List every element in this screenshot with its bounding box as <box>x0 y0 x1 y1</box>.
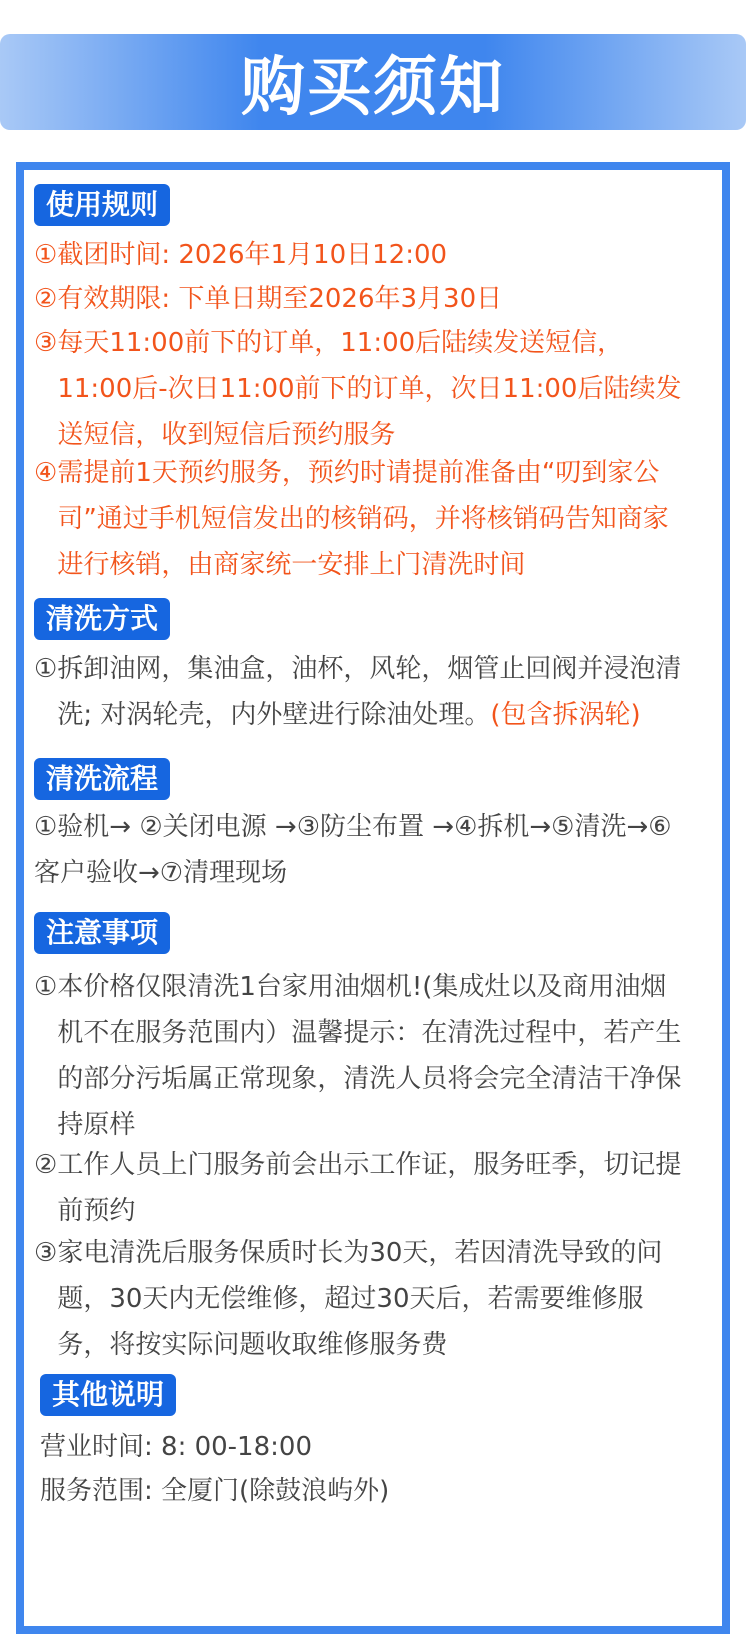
notes-item-2 <box>34 1142 684 1234</box>
rules-item-4 <box>34 450 684 588</box>
method-item <box>34 646 684 738</box>
rules-item-3 <box>34 320 684 458</box>
section-label-method <box>34 598 170 640</box>
section-label-other: 其他说明 <box>40 1374 176 1416</box>
flow-steps: ①验机→ ②关闭电源 →③防尘布置 →④拆机→⑤清洗→⑥客户验收→⑦清理现场 <box>34 812 672 888</box>
rules-item-1 <box>34 232 684 278</box>
rules-item-2-num: ② <box>34 284 58 314</box>
method-item-note: (包含拆涡轮) <box>490 700 641 730</box>
rules-item-3-text: 每天11:00前下的订单，11:00后陆续发送短信，11:00后-次日11:00前下的订单，次日11:00后陆续发送短信，收到短信后预约服务 <box>57 328 682 450</box>
notes-item-2-num: ② <box>34 1150 58 1180</box>
rules-item-4-num: ④ <box>34 458 58 488</box>
notes-item-1 <box>34 964 684 1148</box>
page-title: 购买须知 <box>241 51 505 125</box>
notes-item-2-text: 工作人员上门服务前会出示工作证，服务旺季，切记提前预约 <box>57 1150 682 1226</box>
rules-item-1-text: 截团时间: 2026年1月10日12:00 <box>57 240 448 270</box>
notes-item-3-num: ③ <box>34 1238 58 1268</box>
section-label-flow: 清洗流程 <box>34 758 170 800</box>
notes-item-3 <box>34 1230 684 1368</box>
method-item-num: ① <box>34 654 58 684</box>
section-label-notes: 注意事项 <box>34 912 170 954</box>
service-area: 服务范围: 全厦门(除鼓浪屿外) <box>40 1476 390 1506</box>
notes-item-1-text: 本价格仅限清洗1台家用油烟机!(集成灶以及商用油烟机不在服务范围内）温馨提示：在清洗过程中，若产生的部分污垢属正常现象，清洗人员将会完全清洁干净保持原样 <box>57 972 682 1140</box>
notes-item-1-num: ① <box>34 972 58 1002</box>
business-hours: 营业时间: 8: 00-18:00 <box>40 1432 312 1462</box>
header-banner <box>0 34 746 130</box>
rules-item-4-text: 需提前1天预约服务，预约时请提前准备由“叨到家公司”通过手机短信发出的核销码，并将核销码告知商家进行核销，由商家统一安排上门清洗时间 <box>57 458 669 580</box>
rules-item-3-num: ③ <box>34 328 58 358</box>
rules-item-2-text: 有效期限: 下单日期至2026年3月30日 <box>57 284 503 314</box>
rules-item-2 <box>34 276 684 322</box>
notes-item-3-text: 家电清洗后服务保质时长为30天，若因清洗导致的问题，30天内无偿维修，超过30天后，若需要维修服务，将按实际问题收取维修服务费 <box>57 1238 663 1360</box>
section-label-rules: 使用规则 <box>34 184 170 226</box>
method-item-text: 拆卸油网，集油盒，油杯，风轮，烟管止回阀并浸泡清洗; 对涡轮壳，内外壁进行除油处理。 <box>57 654 682 730</box>
rules-item-1-num: ① <box>34 240 58 270</box>
section-label-method-text: 清洗方式 <box>46 602 159 635</box>
notice-panel <box>16 162 730 1634</box>
